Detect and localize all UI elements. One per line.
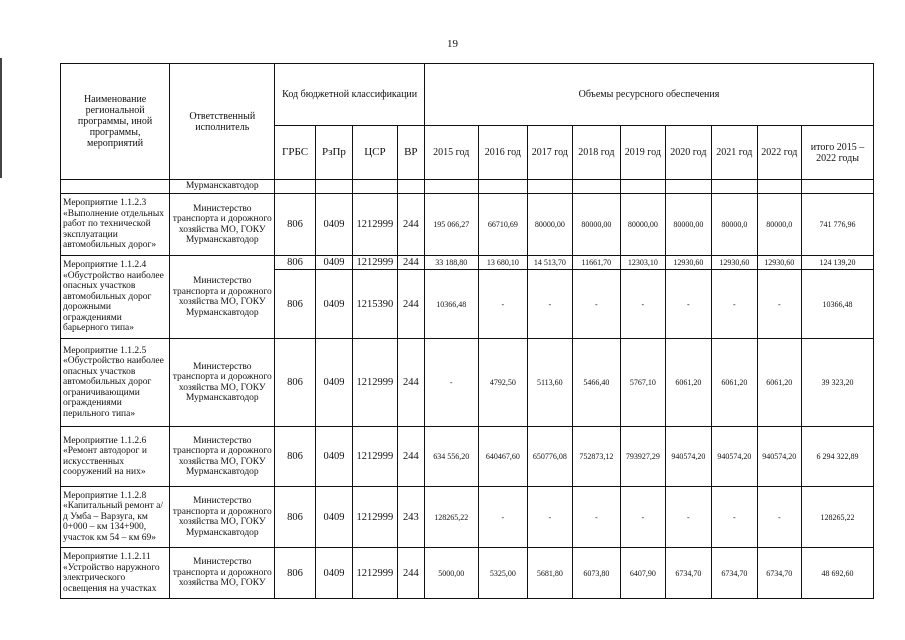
cell-year-value: 793927,29: [621, 427, 665, 487]
cell-year-value: 4792,50: [478, 339, 528, 427]
cell-year-value: 80000,00: [665, 194, 712, 256]
header-total: итого 2015 – 2022 годы: [802, 126, 874, 180]
cell-vr: 244: [397, 427, 424, 487]
header-responsible: Ответственный исполнитель: [170, 64, 275, 180]
cell-year-value: 128265,22: [424, 487, 478, 548]
table-row: [61, 487, 874, 548]
header-year-2021: 2021 год: [712, 126, 757, 180]
cell-csr: 1212999: [353, 487, 397, 548]
cell-year-value: 650776,08: [528, 427, 572, 487]
cell-grbs: 806: [275, 339, 315, 427]
cell-year-value: 5767,10: [621, 339, 665, 427]
cell-csr: 1212999: [353, 548, 397, 599]
cell-year-value: 12303,10: [621, 256, 665, 270]
cell-measure-name: Мероприятие 1.1.2.11 «Устройство наружного электрического освещения на участках: [61, 548, 170, 599]
cell-responsible: Министерство транспорта и дорожного хозяйства МО, ГОКУ Мурманскавтодор: [170, 256, 275, 339]
cell-rzpr: 0409: [315, 548, 352, 599]
cell-responsible: Министерство транспорта и дорожного хозяйства МО, ГОКУ: [170, 548, 275, 599]
cell-year-value: -: [424, 339, 478, 427]
cell-year-value: -: [528, 270, 572, 339]
cell-total: 124 139,20: [802, 256, 874, 270]
cell-year-value: 195 066,27: [424, 194, 478, 256]
header-year-2015: 2015 год: [424, 126, 478, 180]
header-year-2020: 2020 год: [665, 126, 712, 180]
cell-csr: 1215390: [353, 270, 397, 339]
cell-vr: 244: [397, 548, 424, 599]
cell-year-value: -: [712, 270, 757, 339]
header-year-2022: 2022 год: [757, 126, 801, 180]
cell-year-value: -: [478, 270, 528, 339]
cell-year-value: 80000,0: [757, 194, 801, 256]
cell-year-value: 6734,70: [665, 548, 712, 599]
cell-rzpr: 0409: [315, 427, 352, 487]
cell-grbs: 806: [275, 487, 315, 548]
header-name: Наименование региональной программы, иной программы, мероприятий: [61, 64, 170, 180]
cell-year-value: 6061,20: [712, 339, 757, 427]
cell-grbs: 806: [275, 270, 315, 339]
cell-year-value: -: [757, 270, 801, 339]
resource-table: [60, 63, 874, 599]
cell-empty: [621, 180, 665, 194]
cell-empty: [478, 180, 528, 194]
cell-responsible: Мурманскавтодор: [170, 180, 275, 194]
cell-total: 39 323,20: [802, 339, 874, 427]
header-code-grbs: ГРБС: [275, 126, 315, 180]
cell-empty: [424, 180, 478, 194]
cell-measure-name: Мероприятие 1.1.2.6 «Ремонт автодорог и искусственных сооружений на них»: [61, 427, 170, 487]
cell-responsible: Министерство транспорта и дорожного хозяйства МО, ГОКУ Мурманскавтодор: [170, 427, 275, 487]
cell-year-value: 940574,20: [712, 427, 757, 487]
cell-total: 741 776,96: [802, 194, 874, 256]
table-row: [61, 427, 874, 487]
cell-empty: [528, 180, 572, 194]
cell-empty: [757, 180, 801, 194]
cell-year-value: 12930,60: [712, 256, 757, 270]
cell-total: 48 692,60: [802, 548, 874, 599]
cell-vr: 244: [397, 339, 424, 427]
cell-year-value: 5113,60: [528, 339, 572, 427]
cell-empty: [665, 180, 712, 194]
cell-csr: 1212999: [353, 194, 397, 256]
header-year-2019: 2019 год: [621, 126, 665, 180]
cell-year-value: 80000,0: [712, 194, 757, 256]
cell-rzpr: 0409: [315, 339, 352, 427]
cell-empty: [572, 180, 621, 194]
cell-vr: 244: [397, 270, 424, 339]
cell-grbs: 806: [275, 194, 315, 256]
cell-year-value: 5000,00: [424, 548, 478, 599]
cell-year-value: -: [528, 487, 572, 548]
cell-vr: 244: [397, 194, 424, 256]
cell-empty: [315, 180, 352, 194]
cell-grbs: 806: [275, 256, 315, 270]
cell-total: 6 294 322,89: [802, 427, 874, 487]
cell-measure-name: Мероприятие 1.1.2.3 «Выполнение отдельных работ по технической эксплуатации автомобильных дорог»: [61, 194, 170, 256]
header-code-rzpr: РзПр: [315, 126, 352, 180]
cell-year-value: 6407,90: [621, 548, 665, 599]
cell-year-value: 6734,70: [757, 548, 801, 599]
cell-empty: [712, 180, 757, 194]
cell-csr: 1212999: [353, 256, 397, 270]
header-budget-code: Код бюджетной классификации: [275, 64, 425, 126]
cell-empty: [61, 180, 170, 194]
cell-year-value: 13 680,10: [478, 256, 528, 270]
cell-year-value: 80000,00: [621, 194, 665, 256]
cell-year-value: -: [665, 270, 712, 339]
header-year-2017: 2017 год: [528, 126, 572, 180]
header-year-2018: 2018 год: [572, 126, 621, 180]
cell-rzpr: 0409: [315, 256, 352, 270]
cell-rzpr: 0409: [315, 487, 352, 548]
cell-year-value: 66710,69: [478, 194, 528, 256]
cell-responsible: Министерство транспорта и дорожного хозяйства МО, ГОКУ Мурманскавтодор: [170, 194, 275, 256]
cell-measure-name: Мероприятие 1.1.2.4 «Обустройство наиболее опасных участков автомобильных дорог дорожными ограждениями барьерного типа»: [61, 256, 170, 339]
table-row: [61, 194, 874, 256]
cell-empty: [275, 180, 315, 194]
cell-year-value: 80000,00: [572, 194, 621, 256]
cell-csr: 1212999: [353, 427, 397, 487]
cell-year-value: 640467,60: [478, 427, 528, 487]
cell-responsible: Министерство транспорта и дорожного хозяйства МО, ГОКУ Мурманскавтодор: [170, 487, 275, 548]
cell-year-value: 634 556,20: [424, 427, 478, 487]
header-code-vr: ВР: [397, 126, 424, 180]
cell-year-value: 11661,70: [572, 256, 621, 270]
cell-year-value: 940574,20: [665, 427, 712, 487]
cell-year-value: -: [572, 270, 621, 339]
table-row: [61, 256, 874, 270]
header-resources: Объемы ресурсного обеспечения: [424, 64, 873, 126]
cell-year-value: 33 188,80: [424, 256, 478, 270]
cell-year-value: 6734,70: [712, 548, 757, 599]
cell-year-value: 14 513,70: [528, 256, 572, 270]
cell-measure-name: Мероприятие 1.1.2.5 «Обустройство наиболее опасных участков автомобильных дорог ограничивающими ограждениями перильного типа»: [61, 339, 170, 427]
cell-grbs: 806: [275, 548, 315, 599]
cell-csr: 1212999: [353, 339, 397, 427]
cell-year-value: -: [572, 487, 621, 548]
cell-year-value: -: [621, 270, 665, 339]
cell-year-value: 10366,48: [424, 270, 478, 339]
cell-year-value: -: [478, 487, 528, 548]
cell-year-value: 80000,00: [528, 194, 572, 256]
header-year-2016: 2016 год: [478, 126, 528, 180]
cell-year-value: 6073,80: [572, 548, 621, 599]
cell-responsible: Министерство транспорта и дорожного хозяйства МО, ГОКУ Мурманскавтодор: [170, 339, 275, 427]
cell-total: 10366,48: [802, 270, 874, 339]
cell-vr: 243: [397, 487, 424, 548]
cell-grbs: 806: [275, 427, 315, 487]
cell-measure-name: Мероприятие 1.1.2.8 «Капитальный ремонт а/д Умба – Варзуга, км 0+000 – км 134+900, участок км 54 – км 69»: [61, 487, 170, 548]
cell-year-value: -: [665, 487, 712, 548]
cell-year-value: 5681,80: [528, 548, 572, 599]
table-row: [61, 548, 874, 599]
cell-vr: 244: [397, 256, 424, 270]
cell-year-value: 6061,20: [757, 339, 801, 427]
table-row: [61, 339, 874, 427]
table-row-continuation: [61, 180, 874, 194]
cell-year-value: 6061,20: [665, 339, 712, 427]
page-number: 19: [447, 38, 458, 50]
cell-year-value: 12930,60: [665, 256, 712, 270]
cell-year-value: 5466,40: [572, 339, 621, 427]
cell-year-value: -: [712, 487, 757, 548]
cell-empty: [353, 180, 397, 194]
cell-empty: [397, 180, 424, 194]
header-code-csr: ЦСР: [353, 126, 397, 180]
cell-year-value: -: [621, 487, 665, 548]
cell-empty: [802, 180, 874, 194]
cell-rzpr: 0409: [315, 270, 352, 339]
left-margin-mark: [0, 58, 2, 178]
cell-year-value: 12930,60: [757, 256, 801, 270]
cell-total: 128265,22: [802, 487, 874, 548]
cell-rzpr: 0409: [315, 194, 352, 256]
cell-year-value: 752873,12: [572, 427, 621, 487]
cell-year-value: -: [757, 487, 801, 548]
cell-year-value: 940574,20: [757, 427, 801, 487]
cell-year-value: 5325,00: [478, 548, 528, 599]
